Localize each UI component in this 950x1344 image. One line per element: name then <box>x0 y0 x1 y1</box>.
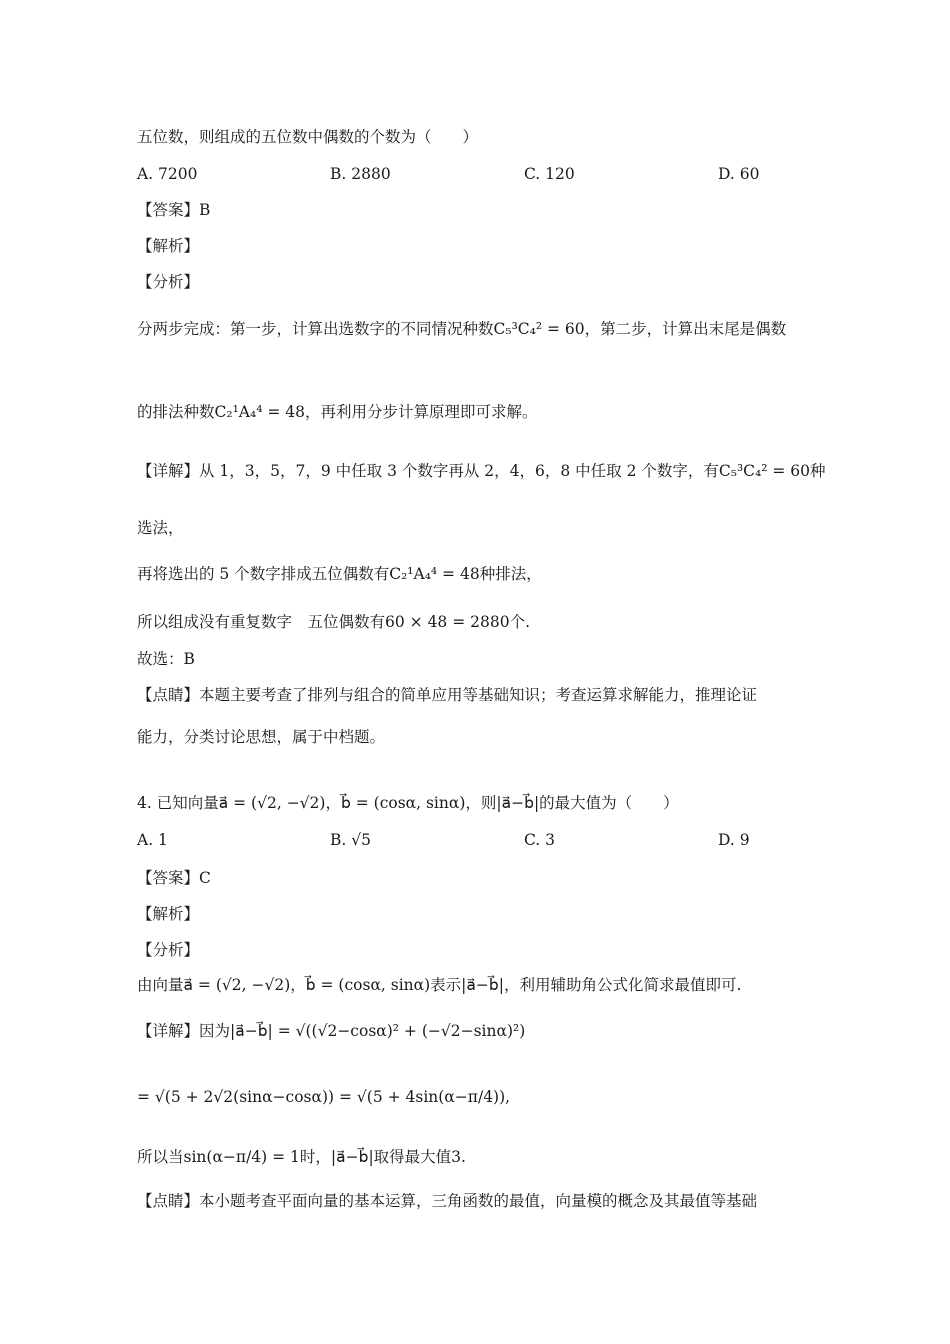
q4-option-b: B. √5 <box>330 831 371 849</box>
q4-analysis: 由向量a⃗ = (√2, −√2)，b⃗ = (cosα, sinα)表示|a⃗−b⃗|，利用辅助角公式化简求最值即可. <box>137 976 742 994</box>
q4-option-a: A. 1 <box>137 831 168 849</box>
q3-option-c: C. 120 <box>524 165 575 183</box>
q3-analysis-line-1: 分两步完成：第一步，计算出选数字的不同情况种数C₅³C₄² = 60，第二步，计算出末尾是偶数 <box>137 320 787 338</box>
q4-detail-line-2: = √(5 + 2√2(sinα−cosα)) = √(5 + 4sin(α−π/4)), <box>137 1088 511 1106</box>
q4-dianjing: 【点睛】本小题考查平面向量的基本运算，三角函数的最值，向量模的概念及其最值等基础 <box>137 1192 758 1210</box>
q4-detail-line-1: 【详解】因为|a⃗−b⃗| = √((√2−cosα)² + (−√2−sinα)²) <box>137 1022 526 1040</box>
q3-jiexi-heading: 【解析】 <box>137 237 200 255</box>
q3-answer: 【答案】B <box>137 201 211 219</box>
q3-option-d: D. 60 <box>718 165 760 183</box>
q4-fenxi-heading: 【分析】 <box>137 941 200 959</box>
q4-option-d: D. 9 <box>718 831 750 849</box>
q3-option-b: B. 2880 <box>330 165 391 183</box>
q3-fenxi-heading: 【分析】 <box>137 273 200 291</box>
q4-detail-line-3: 所以当sin(α−π/4) = 1时，|a⃗−b⃗|取得最大值3. <box>137 1148 466 1166</box>
q3-detail-line-2: 选法， <box>137 519 184 537</box>
q3-detail-line-1: 【详解】从 1，3，5，7，9 中任取 3 个数字再从 2，4，6，8 中任取 2 个数字，有C₅³C₄² = 60种 <box>137 462 826 480</box>
q4-jiexi-heading: 【解析】 <box>137 905 200 923</box>
q3-analysis-line-2: 的排法种数C₂¹A₄⁴ = 48，再利用分步计算原理即可求解。 <box>137 403 538 421</box>
q3-stem: 五位数，则组成的五位数中偶数的个数为（ ） <box>137 128 479 146</box>
q4-option-c: C. 3 <box>524 831 556 849</box>
q4-stem: 4. 已知向量a⃗ = (√2, −√2)，b⃗ = (cosα, sinα)，则|a⃗−b⃗|的最大值为（ ） <box>137 794 679 812</box>
q3-dianjing-line-2: 能力，分类讨论思想，属于中档题。 <box>137 728 386 746</box>
q3-dianjing-line-1: 【点睛】本题主要考查了排列与组合的简单应用等基础知识；考查运算求解能力，推理论证 <box>137 686 758 704</box>
q3-detail-line-4: 所以组成没有重复数字 五位偶数有60 × 48 = 2880个. <box>137 613 531 631</box>
q3-option-a: A. 7200 <box>137 165 198 183</box>
q3-guxuan: 故选：B <box>137 650 195 668</box>
q3-detail-line-3: 再将选出的 5 个数字排成五位偶数有C₂¹A₄⁴ = 48种排法， <box>137 565 542 583</box>
q4-answer: 【答案】C <box>137 869 211 887</box>
